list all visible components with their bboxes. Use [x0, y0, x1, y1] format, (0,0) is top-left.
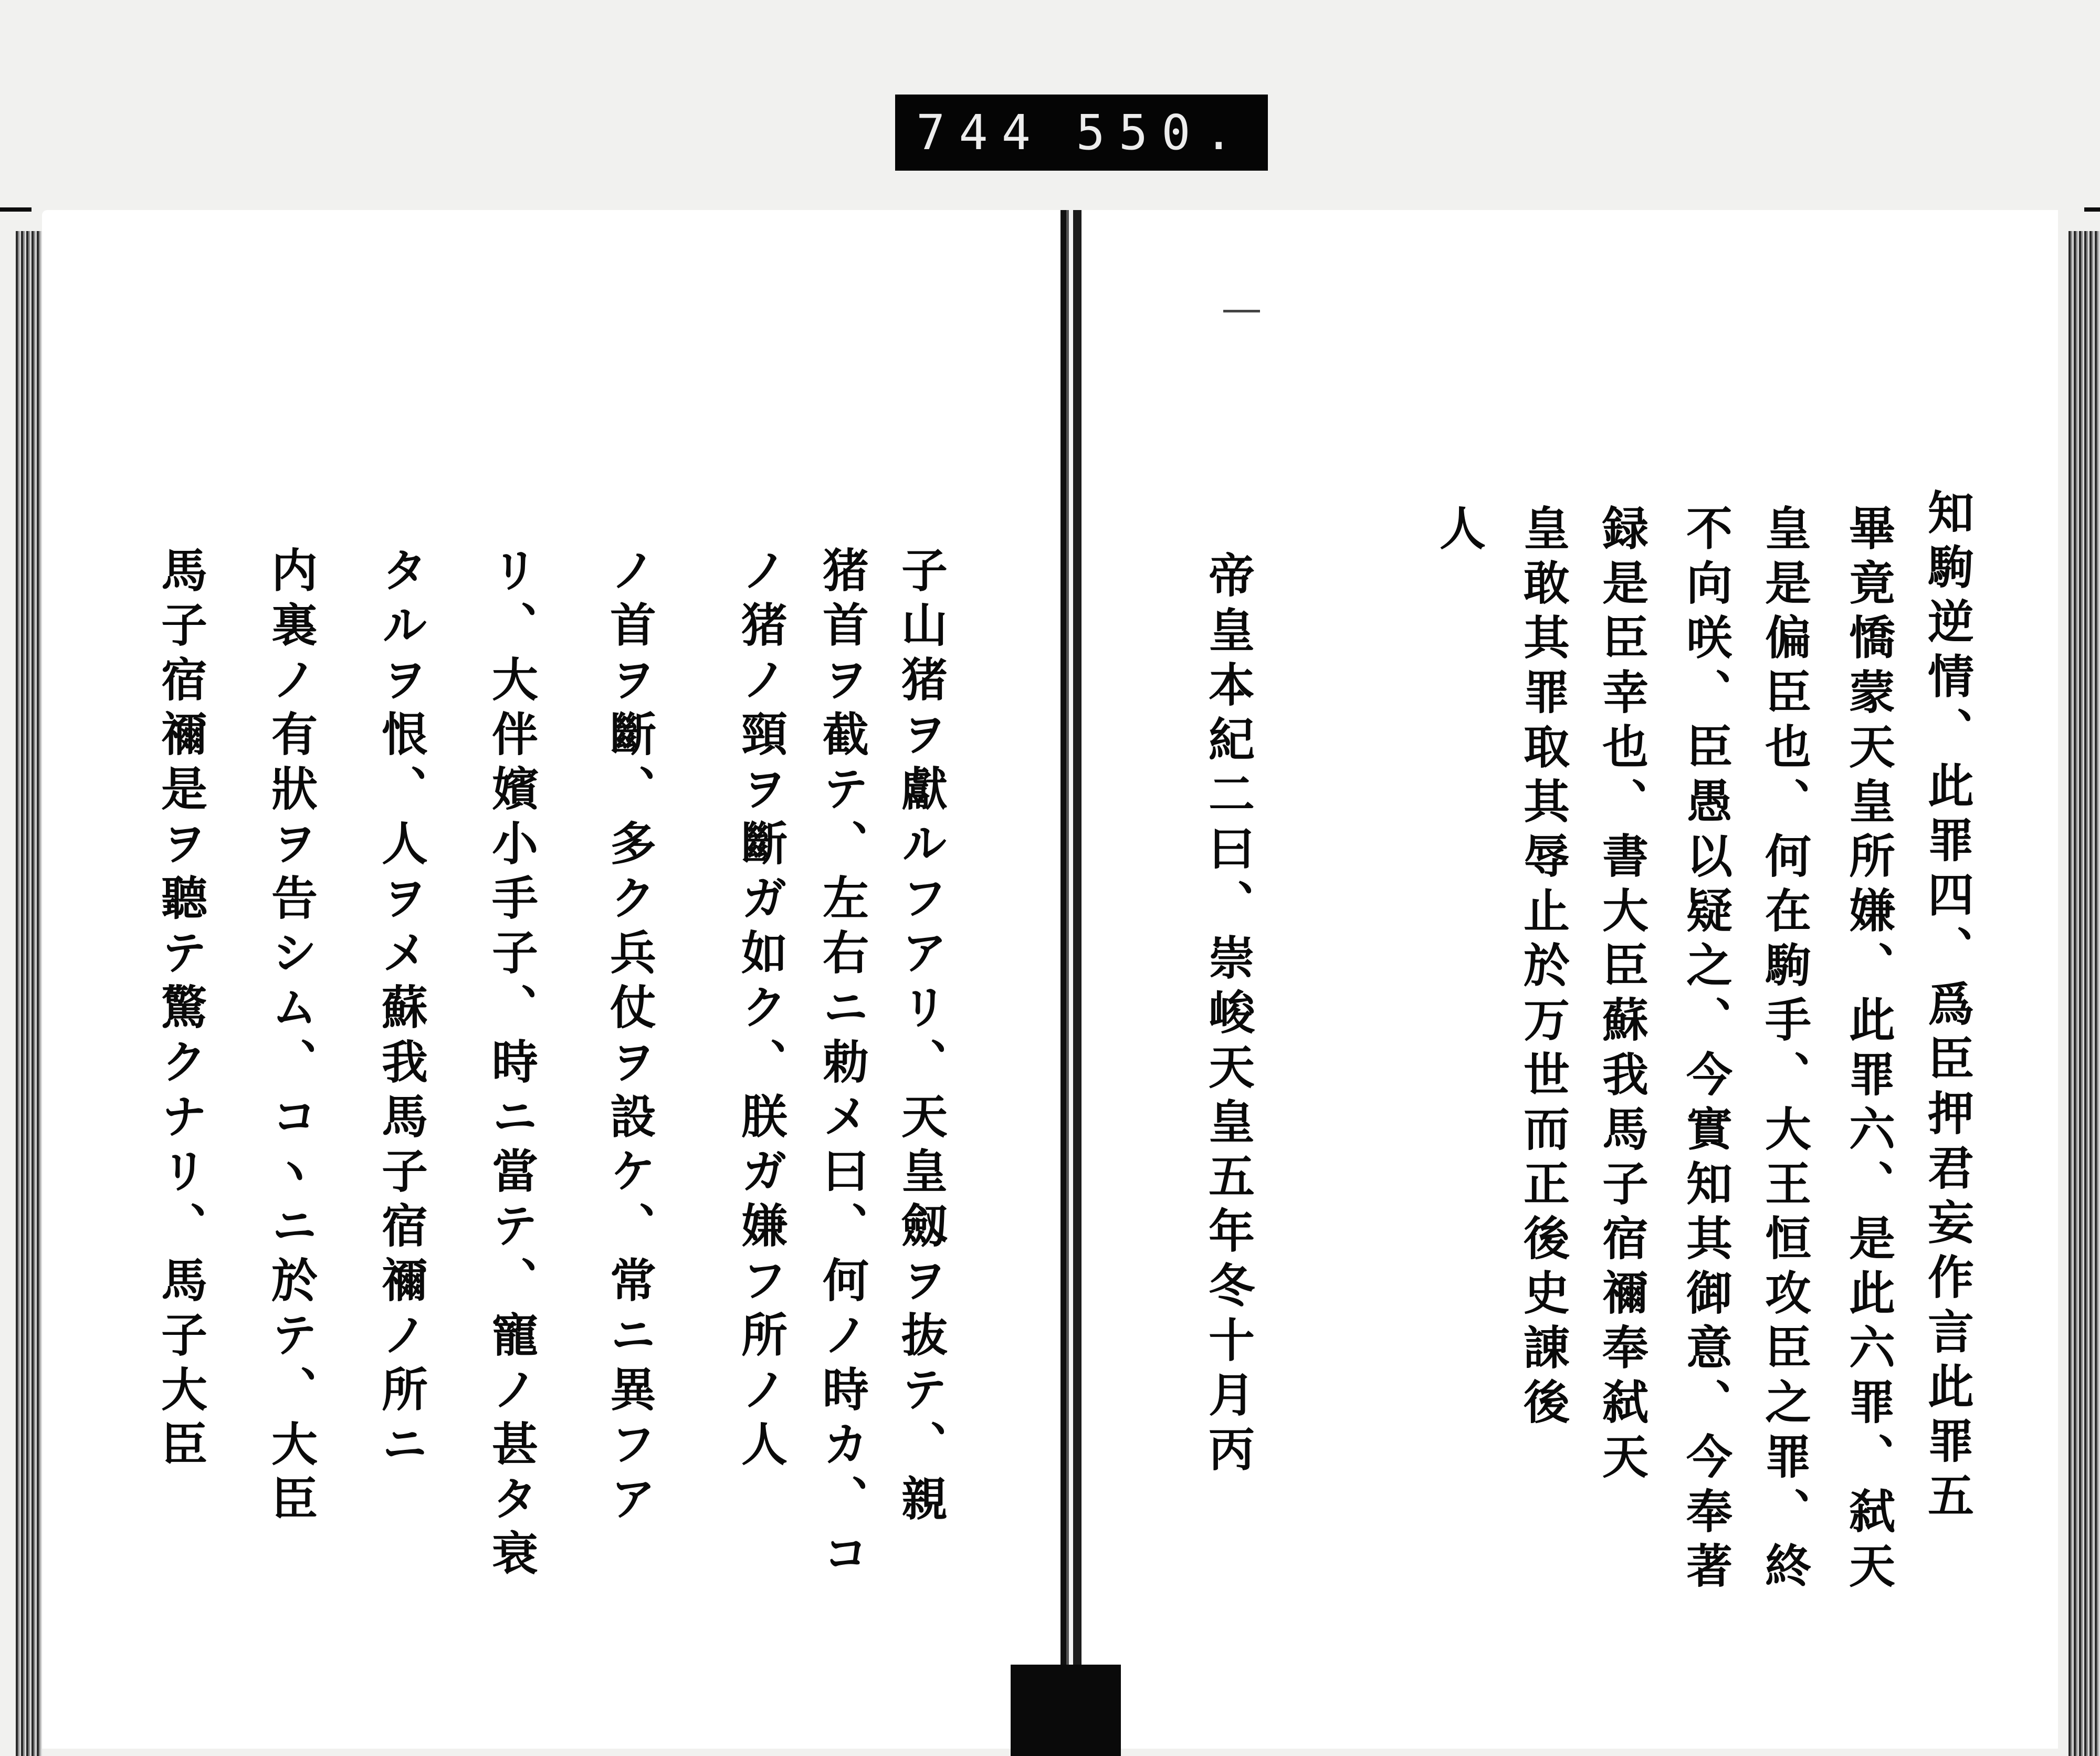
left-page-column-4: ノ首ヲ斷、多ク兵仗ヲ設ケ、常ニ異フア	[603, 546, 657, 1529]
left-page-column-7: 内裏ノ有狀ヲ告シム、コヽニ於テ、大臣	[264, 546, 319, 1529]
spine-shadow	[1011, 1665, 1121, 1756]
book-gutter	[1060, 210, 1082, 1756]
left-page-column-2: 猪首ヲ截テ、左右ニ勅メ曰、何ノ時カ、コ	[815, 546, 870, 1584]
left-page-column-8: 馬子宿禰是ヲ聽テ驚クナリ、馬子大臣	[154, 546, 208, 1475]
right-page-column-1: 知駒逆情、此罪四、爲臣押君妄作言此罪五	[1920, 488, 1975, 1526]
frame-number-right: 550.	[1076, 104, 1247, 161]
left-page-column-5: リ、大伴嬪小手子、時ニ當テ、寵ノ甚タ衰	[485, 546, 539, 1584]
frame-number-left: 744	[916, 104, 1045, 161]
right-page-column-5: 録是臣幸也、書大臣蘇我馬子宿禰奉弑天	[1595, 504, 1650, 1487]
top-rule-right	[2084, 207, 2100, 212]
left-page	[42, 210, 1060, 1749]
page-mark	[1223, 310, 1260, 312]
right-page-column-4: 不向咲、臣愚以疑之、今實知其御意、今奉著	[1679, 504, 1734, 1596]
right-page-column-7: 人	[1432, 504, 1487, 559]
top-rule-left	[0, 207, 32, 212]
left-page-column-1: 子山猪ヲ獻ルフアリ、天皇劔ヲ抜テ、親	[894, 546, 949, 1529]
right-page-column-8: 帝皇本紀二曰、崇峻天皇五年冬十月丙	[1201, 551, 1256, 1480]
right-page-column-3: 皇是偏臣也、何在駒手、大王恒攻臣之罪、終	[1758, 504, 1812, 1596]
book-edge-left	[16, 231, 42, 1756]
right-page	[1082, 210, 2058, 1749]
right-page-column-2: 畢竟憍蒙天皇所嫌、此罪六、是此六罪、弑天	[1842, 504, 1896, 1596]
left-page-column-3: ノ猪ノ頸ヲ斷ガ如ク、朕ガ嫌フ所ノ人	[734, 546, 789, 1475]
book-edge-right	[2068, 231, 2100, 1756]
frame-number-label	[895, 95, 1268, 171]
right-page-column-6: 皇敢其罪取其辱止於万世而正後史諌後	[1516, 504, 1571, 1433]
left-page-column-6: タルヲ恨、人ヲメ蘇我馬子宿禰ノ所ニ	[374, 546, 429, 1475]
